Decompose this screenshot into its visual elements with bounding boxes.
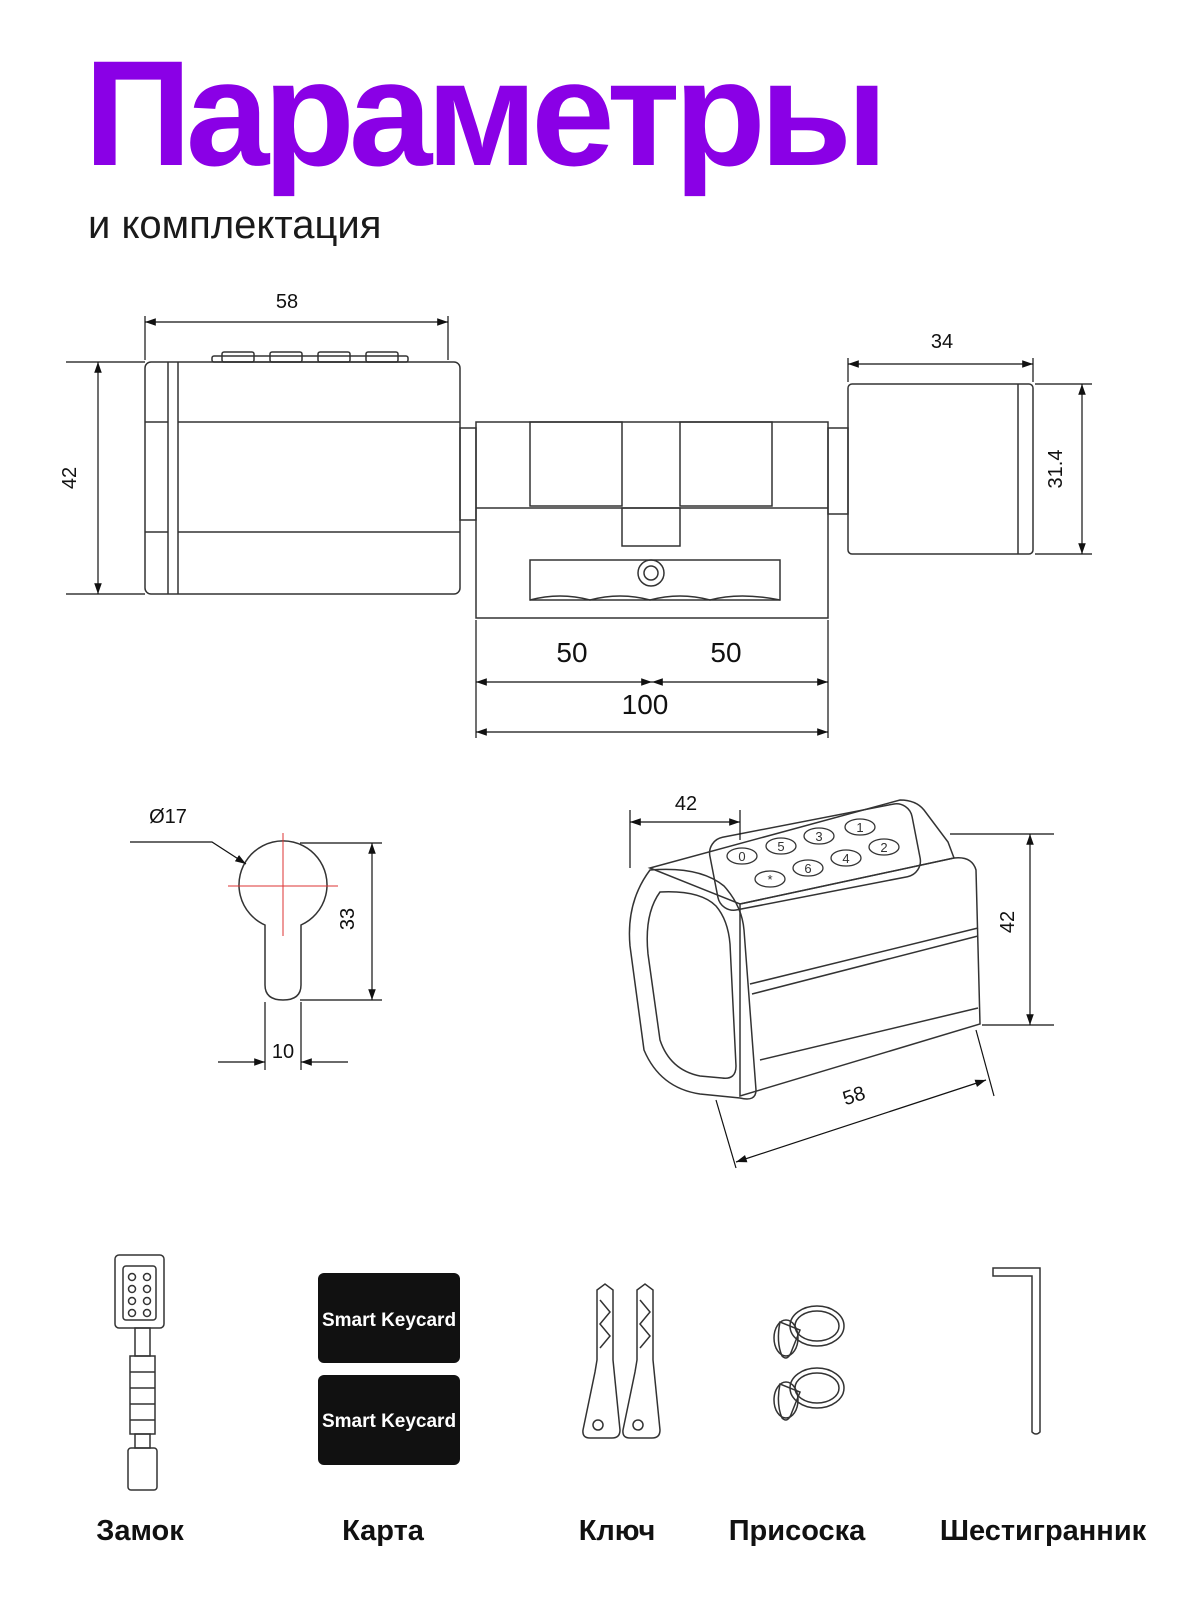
card-icon xyxy=(318,1273,460,1465)
dim-profile-height: 33 xyxy=(337,907,359,931)
dim-diameter: Ø17 xyxy=(149,806,187,828)
card-text: Smart Keycard xyxy=(321,1310,457,1331)
key-label: 3 xyxy=(815,829,823,844)
key-label: 6 xyxy=(804,861,812,876)
dim-profile-width: 10 xyxy=(271,1041,295,1063)
cylinder-body xyxy=(460,422,828,618)
item-label-card: Карта xyxy=(342,1515,424,1547)
profile-view xyxy=(130,833,382,1070)
hex-key-icon xyxy=(993,1268,1040,1434)
key-label: 5 xyxy=(777,839,785,854)
dim-iso-top: 42 xyxy=(674,793,698,815)
lock-icon xyxy=(115,1255,164,1490)
card-text: Smart Keycard xyxy=(321,1411,457,1432)
page-title: Параметры xyxy=(84,29,882,197)
dim-iso-side: 42 xyxy=(997,910,1019,934)
dim-knob-height: 31.4 xyxy=(1045,449,1067,489)
front-view xyxy=(145,352,1033,618)
key-icon xyxy=(583,1284,660,1438)
key-label: 0 xyxy=(738,849,746,864)
item-label-hex-key: Шестигранник xyxy=(939,1515,1147,1547)
key-label: 4 xyxy=(842,851,850,866)
dim-body-length: 58 xyxy=(275,291,299,313)
iso-keypad-keys xyxy=(727,819,899,887)
item-label-lock: Замок xyxy=(96,1515,184,1547)
suction-cup-icon xyxy=(774,1306,844,1420)
dim-right-half: 50 xyxy=(710,637,742,668)
dim-knob-length: 34 xyxy=(930,331,954,353)
item-label-suction-cup: Присоска xyxy=(728,1515,866,1547)
key-label: 1 xyxy=(856,820,864,835)
page-subtitle: и комплектация xyxy=(88,203,382,247)
item-label-key: Ключ xyxy=(578,1515,656,1547)
dim-body-height: 42 xyxy=(59,466,81,490)
dim-total-length: 100 xyxy=(621,689,669,720)
dim-iso-length: 58 xyxy=(840,1082,869,1111)
isometric-view xyxy=(629,800,980,1099)
keypad-body xyxy=(145,352,460,594)
key-label: 2 xyxy=(880,840,888,855)
key-label: * xyxy=(767,872,773,887)
dim-left-half: 50 xyxy=(556,637,588,668)
thumb-knob xyxy=(828,384,1033,554)
front-dimension-lines xyxy=(66,316,1092,738)
